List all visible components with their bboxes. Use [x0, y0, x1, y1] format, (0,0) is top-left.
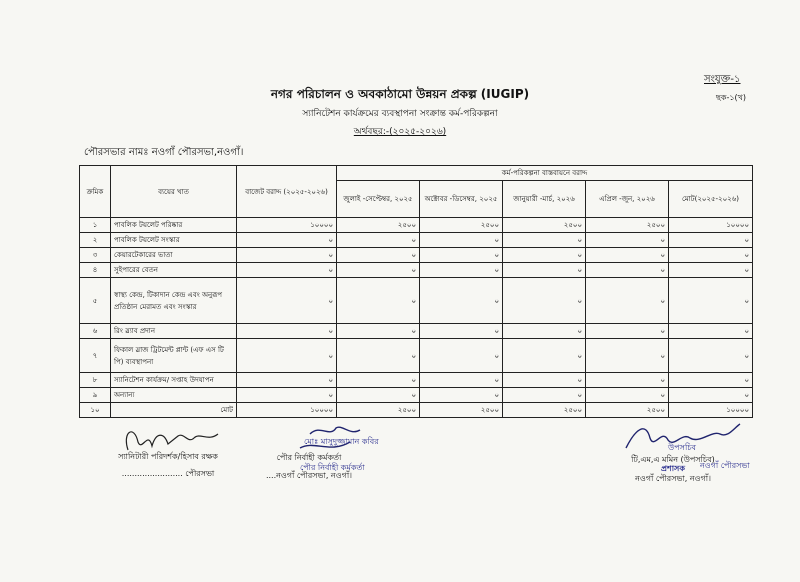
cell-item: অন্যান্য: [111, 388, 237, 403]
cell-total: ০: [669, 248, 753, 263]
action-plan-table: [79, 165, 753, 418]
cell-q2: ০: [420, 339, 503, 373]
header-total: মোট(২০২৫-২০২৬): [669, 181, 753, 218]
cell-q4: ০: [586, 373, 669, 388]
cell-q4: ০: [586, 233, 669, 248]
cell-q1: ২৫০০: [337, 218, 420, 233]
cell-q2: ০: [420, 278, 503, 324]
header-q3: জানুয়ারী -মার্চ, ২০২৬: [503, 181, 586, 218]
table-row: [80, 263, 753, 278]
cell-budget: ০: [237, 373, 337, 388]
cell-q2: ০: [420, 373, 503, 388]
cell-sl: ৫: [80, 278, 111, 324]
cell-q3: ০: [503, 248, 586, 263]
cell-q2: ২৫০০: [420, 403, 503, 418]
municipality-name: পৌরসভার নামঃ নওগাঁ পৌরসভা,নওগাঁ।: [84, 147, 244, 158]
table-row: [80, 388, 753, 403]
header-q2: অক্টোবর -ডিসেম্বর, ২০২৫: [420, 181, 503, 218]
cell-budget: ১০০০০: [237, 218, 337, 233]
cell-q1: ২৫০০: [337, 403, 420, 418]
cell-q2: ০: [420, 248, 503, 263]
header-serial: ক্রমিক: [80, 166, 111, 218]
cell-q3: ০: [503, 388, 586, 403]
cell-item: স্বাস্থ্য কেন্দ্র, টিকাদান কেন্দ্র এবং অনুরূপ প্রতিষ্ঠান মেরামত এবং সংস্কার: [111, 278, 237, 324]
right-stamp-label: উপসচিব: [668, 443, 697, 452]
cell-q2: ০: [420, 324, 503, 339]
format-label: ছক-১(খ): [716, 93, 747, 102]
mid-stamp-name: মোঃ মাসুদুজ্জামান কবির: [304, 437, 379, 446]
cell-q4: ০: [586, 278, 669, 324]
cell-total: ০: [669, 263, 753, 278]
table-row: [80, 218, 753, 233]
fiscal-year: অর্থবছর:-(২০২৫-২০২৬): [353, 127, 447, 137]
cell-budget: ০: [237, 263, 337, 278]
cell-q1: ০: [337, 388, 420, 403]
cell-budget: ০: [237, 248, 337, 263]
cell-total: ১০০০০: [669, 218, 753, 233]
cell-q1: ০: [337, 263, 420, 278]
left-signatory-org: ........................ পৌরসভা: [121, 469, 215, 478]
cell-q1: ০: [337, 278, 420, 324]
cell-item: পাবলিক টয়লেট পরিষ্কার: [111, 218, 237, 233]
cell-q1: ০: [337, 248, 420, 263]
cell-q3: ০: [503, 233, 586, 248]
cell-total: ০: [669, 339, 753, 373]
cell-q3: ০: [503, 373, 586, 388]
table-row: [80, 324, 753, 339]
cell-item: পাবলিক টয়লেট সংস্কার: [111, 233, 237, 248]
header-q1: জুলাই -সেপ্টেম্বর, ২০২৫: [337, 181, 420, 218]
cell-q4: ০: [586, 248, 669, 263]
cell-budget: ০: [237, 233, 337, 248]
cell-q3: ০: [503, 278, 586, 324]
mid-stamp-title: পৌর নির্বাহী কর্মকর্তা: [300, 463, 365, 472]
mid-signatory-title: পৌর নির্বাহী কর্মকর্তা: [276, 453, 342, 462]
cell-q1: ০: [337, 373, 420, 388]
cell-sl: ৭: [80, 339, 111, 373]
cell-q4: ০: [586, 263, 669, 278]
cell-q2: ০: [420, 233, 503, 248]
right-signatory-title: প্রশাসক: [661, 464, 685, 473]
cell-item: ফিকাল স্লাজ ট্রিটমেন্ট প্লান্ট (এফ এস টি পি) ব্যবস্থাপনা: [111, 339, 237, 373]
cell-q4: ০: [586, 388, 669, 403]
cell-sl: ৪: [80, 263, 111, 278]
cell-q3: ০: [503, 263, 586, 278]
table-row: [80, 278, 753, 324]
cell-item: স্যানিটেশন কার্যক্রম/ সপ্তাহ উদযাপন: [111, 373, 237, 388]
cell-total: ০: [669, 233, 753, 248]
header-item: ব্যয়ের খাত: [111, 166, 237, 218]
cell-sl: ৯: [80, 388, 111, 403]
cell-q1: ০: [337, 324, 420, 339]
cell-q4: ২৫০০: [586, 403, 669, 418]
cell-item: সুইপারের বেতন: [111, 263, 237, 278]
cell-sl: ৮: [80, 373, 111, 388]
table-row: [80, 248, 753, 263]
left-signatory-title: স্যানিটারী পরিদর্শক/হিসাব রক্ষক: [118, 452, 218, 461]
cell-sl: ৩: [80, 248, 111, 263]
cell-q3: ০: [503, 324, 586, 339]
cell-sl: ১০: [80, 403, 111, 418]
cell-budget: ১০০০০: [237, 403, 337, 418]
cell-budget: ০: [237, 324, 337, 339]
table-row: [80, 373, 753, 388]
cell-q2: ২৫০০: [420, 218, 503, 233]
cell-budget: ০: [237, 278, 337, 324]
cell-total: ০: [669, 388, 753, 403]
cell-q3: ০: [503, 339, 586, 373]
cell-sl: ১: [80, 218, 111, 233]
header-group: কর্ম-পরিকল্পনা বাস্তবায়নে বরাদ্দ: [337, 166, 753, 181]
cell-q2: ০: [420, 388, 503, 403]
cell-q2: ০: [420, 263, 503, 278]
cell-total: ১০০০০: [669, 403, 753, 418]
cell-q3: ২৫০০: [503, 403, 586, 418]
document-subtitle: স্যানিটেশন কার্যক্রমের ব্যবস্থাপনা সংক্রান্ত কর্ম-পরিকল্পনা: [302, 109, 498, 119]
cell-q1: ০: [337, 233, 420, 248]
table-row: [80, 233, 753, 248]
cell-sl: ২: [80, 233, 111, 248]
table-row: [80, 339, 753, 373]
right-signatory-org: নওগাঁ পৌরসভা, নওগাঁ।: [635, 474, 711, 483]
cell-q4: ০: [586, 339, 669, 373]
cell-item: কেয়ারটেকারের ভাতা: [111, 248, 237, 263]
right-signatory-name: টি,এম,এ মমিন (উপসচিব): [631, 455, 715, 464]
cell-total: ০: [669, 373, 753, 388]
mid-signatory-org: ....নওগাঁ পৌরসভা, নওগাঁ।: [265, 471, 353, 480]
document-title: নগর পরিচালন ও অবকাঠামো উন্নয়ন প্রকল্প (IUGIP): [270, 87, 530, 101]
header-q4: এপ্রিল -জুন, ২০২৬: [586, 181, 669, 218]
cell-budget: ০: [237, 339, 337, 373]
cell-budget: ০: [237, 388, 337, 403]
cell-q1: ০: [337, 339, 420, 373]
right-stamp-org: নওগাঁ পৌরসভা: [700, 461, 750, 470]
cell-item: মোট: [111, 403, 237, 418]
cell-total: ০: [669, 324, 753, 339]
cell-q4: ২৫০০: [586, 218, 669, 233]
table-row: [80, 403, 753, 418]
cell-item: রিং স্ল্যাব প্রদান: [111, 324, 237, 339]
cell-total: ০: [669, 278, 753, 324]
annex-label: সংযুক্ত-১: [704, 74, 741, 85]
header-budget: বাজেট বরাদ্দ (২০২৫-২০২৬): [237, 166, 337, 218]
cell-sl: ৬: [80, 324, 111, 339]
cell-q4: ০: [586, 324, 669, 339]
cell-q3: ২৫০০: [503, 218, 586, 233]
